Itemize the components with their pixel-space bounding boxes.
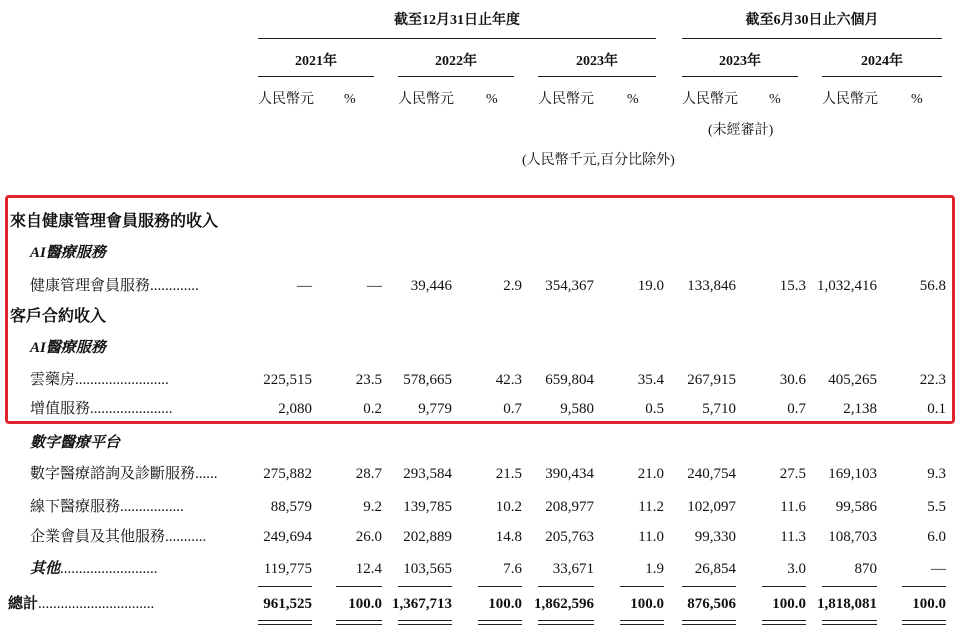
rule	[258, 586, 312, 587]
row-label: 線下醫療服務.................	[30, 499, 184, 515]
rule	[258, 624, 312, 625]
rule	[538, 620, 594, 621]
cell-value: 390,434	[545, 466, 594, 482]
year-header-2023-h1: 2023年	[719, 54, 761, 69]
cell-pct: 30.6	[779, 372, 806, 388]
section-health-membership: 來自健康管理會員服務的收入	[10, 213, 219, 230]
pct-label: %	[344, 92, 356, 107]
cell-value: 9,779	[418, 401, 452, 417]
cell-pct: 0.2	[363, 401, 382, 417]
cell-value: 2,138	[843, 401, 877, 417]
cell-pct: 15.3	[779, 278, 806, 294]
cell-total-pct: 100.0	[488, 596, 522, 612]
row-label: 企業會員及其他服務...........	[30, 529, 207, 545]
cell-total: 1,367,713	[392, 596, 452, 612]
units-note: (人民幣千元,百分比除外)	[522, 153, 675, 168]
cell-pct: —	[931, 561, 946, 577]
cell-pct: 10.2	[495, 499, 522, 515]
section-ai-medical: AI醫療服務	[30, 340, 106, 356]
period-annual-header: 截至12月31日止年度	[394, 13, 520, 28]
header-divider-six-months	[682, 38, 942, 39]
section-ai-medical: AI醫療服務	[30, 245, 106, 261]
cell-value: 133,846	[687, 278, 736, 294]
cell-total: 961,525	[263, 596, 312, 612]
cell-value: 1,032,416	[817, 278, 877, 294]
cell-pct: 9.3	[927, 466, 946, 482]
cell-value: 578,665	[403, 372, 452, 388]
cell-pct: 12.4	[355, 561, 382, 577]
cell-pct: 6.0	[927, 529, 946, 545]
cell-pct: 23.5	[355, 372, 382, 388]
rule	[538, 624, 594, 625]
cell-value: 139,785	[403, 499, 452, 515]
year-divider	[398, 76, 514, 77]
section-customer-contracts: 客戶合約收入	[10, 308, 107, 325]
currency-label: 人民幣元	[258, 92, 314, 107]
cell-pct: 0.5	[645, 401, 664, 417]
rule	[398, 624, 452, 625]
rule	[620, 624, 664, 625]
cell-pct: 26.0	[355, 529, 382, 545]
cell-pct: 11.2	[638, 499, 664, 515]
cell-value: 9,580	[560, 401, 594, 417]
currency-label: 人民幣元	[398, 92, 454, 107]
year-divider	[538, 76, 656, 77]
cell-value: 225,515	[263, 372, 312, 388]
rule	[398, 620, 452, 621]
cell-value: 293,584	[403, 466, 452, 482]
rule	[902, 586, 946, 587]
cell-value: 249,694	[263, 529, 312, 545]
cell-pct: 11.0	[638, 529, 664, 545]
year-divider	[258, 76, 374, 77]
cell-value: 103,565	[403, 561, 452, 577]
rule	[258, 620, 312, 621]
cell-pct: 11.3	[780, 529, 806, 545]
year-header-2023: 2023年	[576, 54, 618, 69]
cell-pct: 28.7	[355, 466, 382, 482]
rule	[762, 620, 806, 621]
rule	[538, 586, 594, 587]
cell-value: 108,703	[828, 529, 877, 545]
cell-value: 240,754	[687, 466, 736, 482]
cell-value: 354,367	[545, 278, 594, 294]
rule	[902, 624, 946, 625]
rule	[336, 586, 382, 587]
unaudited-note: (未經審計)	[708, 123, 774, 138]
cell-value: 119,775	[263, 561, 312, 577]
cell-total: 1,862,596	[534, 596, 594, 612]
section-digital-platform: 數字醫療平台	[30, 435, 121, 451]
cell-total: 876,506	[687, 596, 736, 612]
header-divider-annual	[258, 38, 656, 39]
cell-value: 33,671	[552, 561, 594, 577]
row-label: 健康管理會員服務.............	[30, 278, 199, 294]
period-six-months-header: 截至6月30日止六個月	[745, 13, 879, 28]
year-divider	[682, 76, 798, 77]
cell-pct: 9.2	[363, 499, 382, 515]
cell-value: 208,977	[545, 499, 594, 515]
pct-label: %	[627, 92, 639, 107]
cell-value: —	[297, 278, 312, 294]
cell-pct: 2.9	[503, 278, 522, 294]
cell-pct: 21.5	[495, 466, 522, 482]
year-header-2024-h1: 2024年	[861, 54, 903, 69]
rule	[682, 586, 736, 587]
year-header-2022: 2022年	[435, 54, 477, 69]
cell-value: 275,882	[263, 466, 312, 482]
cell-value: 205,763	[545, 529, 594, 545]
rule	[822, 586, 877, 587]
cell-value: 2,080	[278, 401, 312, 417]
cell-pct: 56.8	[919, 278, 946, 294]
cell-value: 267,915	[687, 372, 736, 388]
rule	[478, 620, 522, 621]
pct-label: %	[486, 92, 498, 107]
row-label: 增值服務......................	[30, 401, 173, 417]
cell-pct: 0.1	[927, 401, 946, 417]
rule	[682, 620, 736, 621]
cell-total-pct: 100.0	[912, 596, 946, 612]
cell-pct: 7.6	[503, 561, 522, 577]
cell-value: 99,586	[835, 499, 877, 515]
currency-label: 人民幣元	[682, 92, 738, 107]
cell-value: 202,889	[403, 529, 452, 545]
rule	[682, 624, 736, 625]
rule	[336, 624, 382, 625]
cell-pct: 3.0	[787, 561, 806, 577]
cell-value: 99,330	[694, 529, 736, 545]
cell-value: 88,579	[270, 499, 312, 515]
year-divider	[822, 76, 942, 77]
rule	[336, 620, 382, 621]
cell-pct: 27.5	[779, 466, 806, 482]
row-label: 數字醫療諮詢及診斷服務......	[30, 466, 218, 482]
rule	[478, 624, 522, 625]
rule	[762, 624, 806, 625]
cell-pct: 35.4	[637, 372, 664, 388]
rule	[822, 620, 877, 621]
currency-label: 人民幣元	[822, 92, 878, 107]
row-label: 雲藥房.........................	[30, 372, 169, 388]
cell-pct: 5.5	[927, 499, 946, 515]
rule	[822, 624, 877, 625]
rule	[398, 586, 452, 587]
cell-total: 1,818,081	[817, 596, 877, 612]
currency-label: 人民幣元	[538, 92, 594, 107]
cell-pct: 14.8	[495, 529, 522, 545]
rule	[620, 620, 664, 621]
cell-value: 870	[854, 561, 877, 577]
rule	[620, 586, 664, 587]
cell-pct: 22.3	[919, 372, 946, 388]
rule	[902, 620, 946, 621]
cell-value: 102,097	[687, 499, 736, 515]
pct-label: %	[911, 92, 923, 107]
cell-total-pct: 100.0	[630, 596, 664, 612]
cell-pct: 11.6	[780, 499, 806, 515]
cell-value: 39,446	[410, 278, 452, 294]
cell-pct: 19.0	[637, 278, 664, 294]
cell-pct: —	[367, 278, 382, 294]
cell-total-pct: 100.0	[772, 596, 806, 612]
cell-value: 5,710	[702, 401, 736, 417]
cell-pct: 0.7	[503, 401, 522, 417]
cell-pct: 21.0	[637, 466, 664, 482]
row-label-total: 總計...............................	[8, 596, 155, 612]
cell-value: 26,854	[694, 561, 736, 577]
cell-total-pct: 100.0	[348, 596, 382, 612]
year-header-2021: 2021年	[295, 54, 337, 69]
cell-value: 169,103	[828, 466, 877, 482]
cell-value: 405,265	[828, 372, 877, 388]
cell-pct: 1.9	[645, 561, 664, 577]
rule	[762, 586, 806, 587]
pct-label: %	[769, 92, 781, 107]
cell-value: 659,804	[545, 372, 594, 388]
cell-pct: 42.3	[495, 372, 522, 388]
cell-pct: 0.7	[787, 401, 806, 417]
rule	[478, 586, 522, 587]
row-label: 其他..........................	[30, 561, 158, 577]
